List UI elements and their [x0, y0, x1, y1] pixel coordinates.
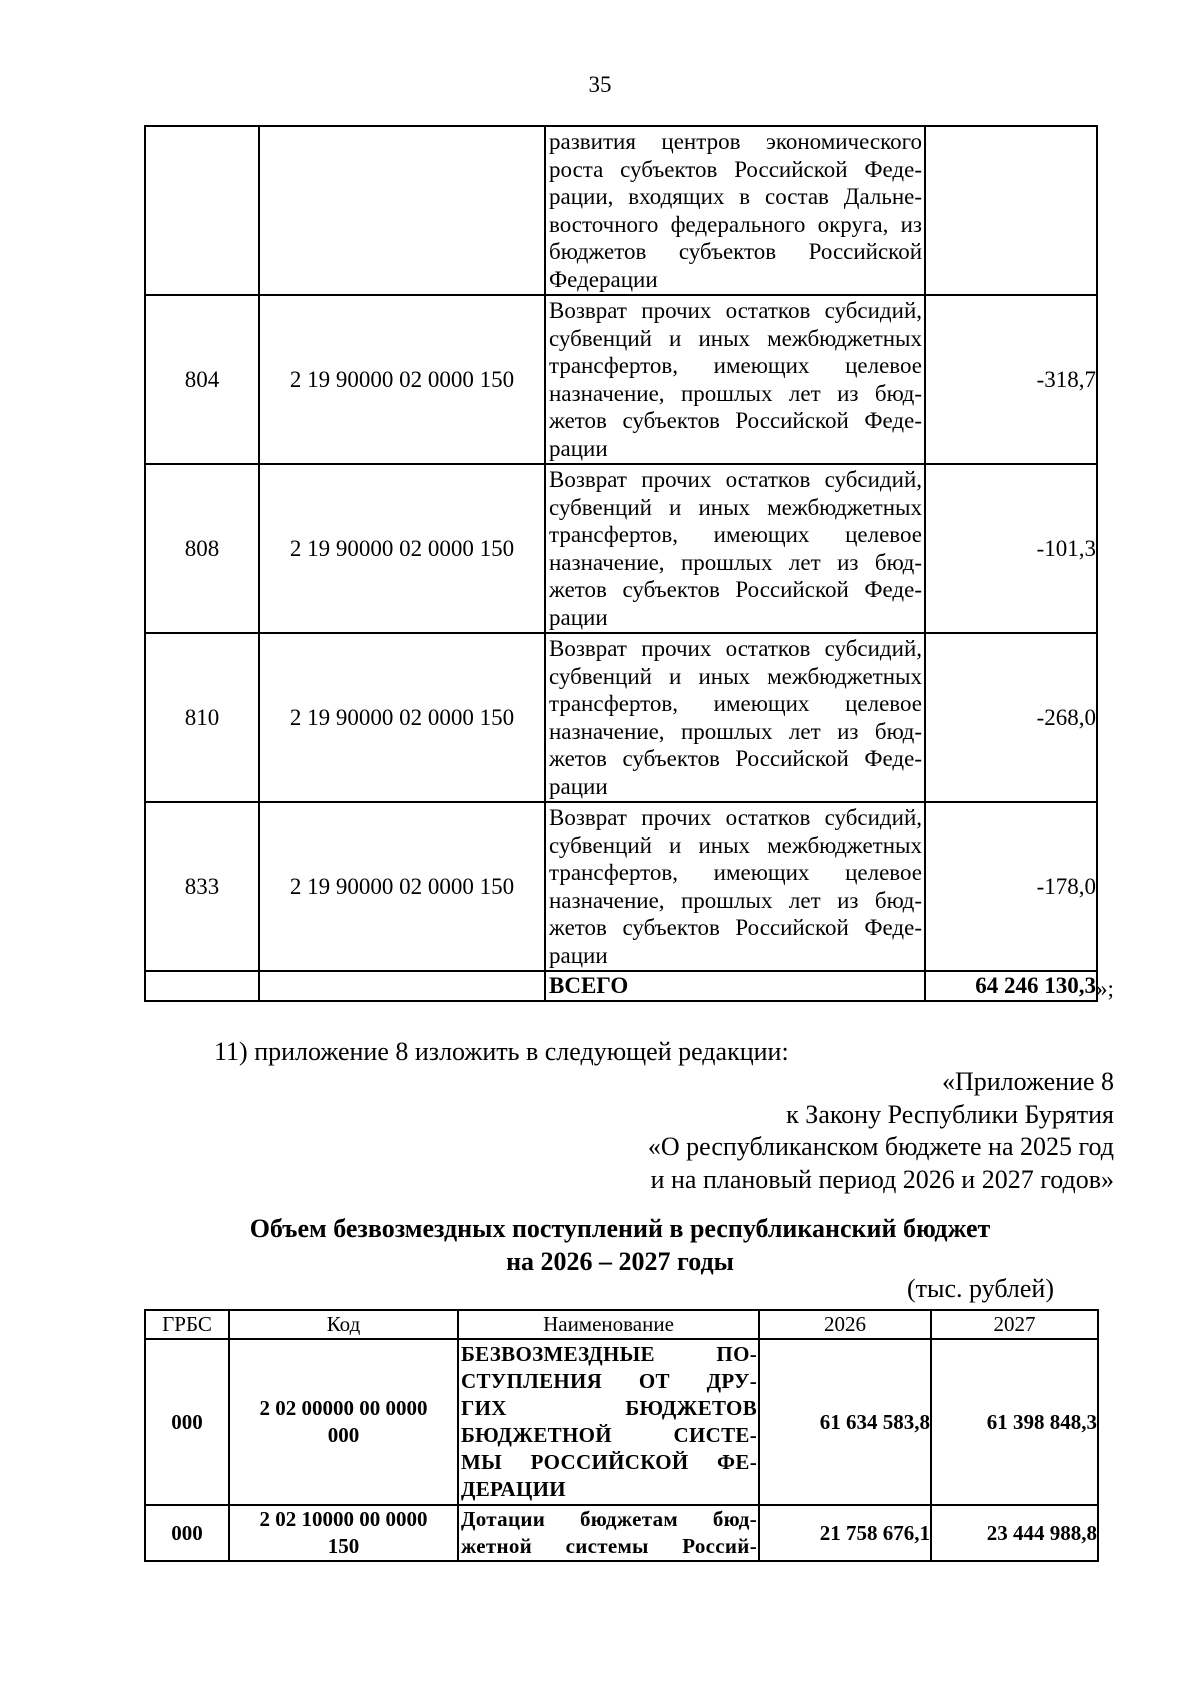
name-cell [545, 802, 925, 971]
code-cell: 2 19 90000 02 0000 150 [259, 464, 545, 633]
value-cell: -178,0 [925, 802, 1097, 971]
grbs-cell [145, 971, 259, 1001]
name-line: жетов субъектов Российской Феде- [549, 408, 922, 433]
name-cell [545, 633, 925, 802]
name-line: Дотации бюджетам бюд- [461, 1507, 757, 1531]
name-line: развития центров экономического [549, 129, 922, 154]
name-line: назначение, прошлых лет из бюд- [549, 718, 922, 744]
grbs-cell: 804 [145, 295, 259, 464]
name-line: субвенций и иных межбюджетных [549, 325, 922, 351]
name-line: рации [549, 942, 608, 968]
table-row [145, 464, 1097, 633]
name-cell [458, 1505, 759, 1561]
table-row [145, 802, 1097, 971]
value-cell: -101,3 [925, 464, 1097, 633]
name-line: Возврат прочих остатков субсидий, [549, 805, 922, 830]
value-cell [925, 126, 1097, 295]
header-grbs: ГРБС [145, 1310, 229, 1339]
header-name: Наименование [458, 1310, 759, 1339]
total-value: 64 246 130,3 [925, 971, 1097, 1001]
name-line: восточного федерального округа, из [549, 211, 922, 237]
closing-quote: »; [1096, 976, 1114, 1001]
name-line: БЮДЖЕТНОЙ СИСТЕ- [461, 1423, 757, 1447]
annex-header [648, 1066, 1114, 1196]
grbs-cell: 808 [145, 464, 259, 633]
name-line: ДЕРАЦИИ [461, 1477, 566, 1501]
name-line: рации [549, 773, 608, 799]
name-line: жетов субъектов Российской Феде- [549, 577, 922, 602]
grbs-cell [145, 126, 259, 295]
name-line: субвенций и иных межбюджетных [549, 494, 922, 520]
value-2027: 61 398 848,3 [931, 1339, 1098, 1505]
code-cell: 2 19 90000 02 0000 150 [259, 295, 545, 464]
name-cell [458, 1339, 759, 1505]
grbs-cell: 810 [145, 633, 259, 802]
name-line: субвенций и иных межбюджетных [549, 663, 922, 689]
name-line: назначение, прошлых лет из бюд- [549, 549, 922, 575]
value-cell: -318,7 [925, 295, 1097, 464]
annex-line: «Приложение 8 [941, 1067, 1114, 1096]
grbs-cell: 000 [145, 1505, 229, 1561]
name-line: СТУПЛЕНИЯ ОТ ДРУ- [461, 1369, 757, 1393]
value-2027: 23 444 988,8 [931, 1505, 1098, 1561]
name-line: ГИХ БЮДЖЕТОВ [461, 1396, 757, 1420]
table-header [145, 1310, 1098, 1339]
name-line: бюджетов субъектов Российской [549, 239, 922, 264]
table-row [145, 126, 1097, 295]
code-cell [229, 1505, 458, 1561]
name-line: жетной системы Россий- [461, 1534, 757, 1558]
annex-line: к Закону Республики Бурятия [786, 1099, 1114, 1129]
table-row [145, 295, 1097, 464]
value-2026: 21 758 676,1 [759, 1505, 931, 1561]
name-line: рации [549, 604, 608, 630]
annex-line: и на плановый период 2026 и 2027 годов» [650, 1164, 1114, 1194]
title-line: Объем безвозмездных поступлений в республиканский бюджет [249, 1214, 991, 1243]
name-line: Возврат прочих остатков субсидий, [549, 636, 922, 661]
code-line: 000 [327, 1423, 360, 1447]
name-line: МЫ РОССИЙСКОЙ ФЕ- [461, 1450, 757, 1474]
code-cell: 2 19 90000 02 0000 150 [259, 802, 545, 971]
name-line: субвенций и иных межбюджетных [549, 832, 922, 858]
value-2026: 61 634 583,8 [759, 1339, 931, 1505]
table-row [145, 1339, 1098, 1505]
name-line: Возврат прочих остатков субсидий, [549, 467, 922, 492]
amendment-paragraph: 11) приложение 8 изложить в следующей редакции: [214, 1037, 789, 1066]
name-line: рации [549, 435, 608, 461]
name-line: назначение, прошлых лет из бюд- [549, 380, 922, 406]
name-cell [545, 126, 925, 295]
name-line: роста субъектов Российской Феде- [549, 156, 922, 182]
code-line: 2 02 10000 00 0000 [259, 1507, 428, 1531]
page-number: 35 [588, 72, 612, 97]
name-line: жетов субъектов Российской Феде- [549, 746, 922, 771]
header-2026: 2026 [759, 1310, 931, 1339]
table-row [145, 633, 1097, 802]
name-cell [545, 464, 925, 633]
name-line: Федерации [549, 266, 658, 292]
code-cell [229, 1339, 458, 1505]
value-cell: -268,0 [925, 633, 1097, 802]
name-line: трансфертов, имеющих целевое [549, 691, 922, 716]
header-2027: 2027 [931, 1310, 1098, 1339]
name-line: жетов субъектов Российской Феде- [549, 915, 922, 940]
grbs-cell: 000 [145, 1339, 229, 1505]
name-line: рации, входящих в состав Дальне- [549, 184, 922, 209]
grants-table [144, 1309, 1099, 1562]
code-cell [259, 971, 545, 1001]
total-row [145, 971, 1097, 1001]
table-row [145, 1505, 1098, 1561]
table-title [144, 1212, 1096, 1278]
units-label: (тыс. рублей) [906, 1274, 1054, 1303]
code-line: 150 [327, 1534, 360, 1558]
code-cell: 2 19 90000 02 0000 150 [259, 633, 545, 802]
name-line: трансфертов, имеющих целевое [549, 522, 922, 547]
name-line: назначение, прошлых лет из бюд- [549, 887, 922, 913]
grbs-cell: 833 [145, 802, 259, 971]
code-line: 2 02 00000 00 0000 [259, 1396, 428, 1420]
header-code: Код [229, 1310, 458, 1339]
code-cell [259, 126, 545, 295]
name-cell [545, 295, 925, 464]
revenue-return-table [144, 125, 1098, 1002]
total-label: ВСЕГО [545, 971, 925, 1001]
annex-line: «О республиканском бюджете на 2025 год [647, 1132, 1114, 1161]
name-line: трансфертов, имеющих целевое [549, 860, 922, 885]
name-line: БЕЗВОЗМЕЗДНЫЕ ПО- [461, 1342, 757, 1366]
name-line: трансфертов, имеющих целевое [549, 353, 922, 378]
title-line: на 2026 – 2027 годы [506, 1247, 734, 1276]
name-line: Возврат прочих остатков субсидий, [549, 298, 922, 323]
